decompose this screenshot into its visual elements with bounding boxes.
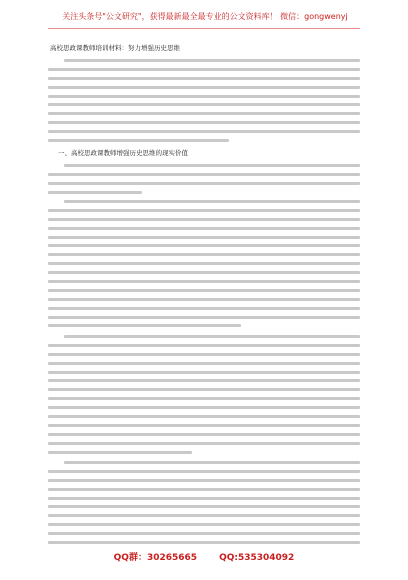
document-title: 高校思政课教师培训材料：努力增强历史思维: [50, 44, 180, 52]
section-1-paragraph-4: [48, 461, 360, 550]
footer-contact: [0, 551, 408, 565]
section-1-paragraph-2: [48, 200, 360, 333]
qq-number: QQ:535304092: [219, 553, 295, 563]
intro-paragraph: [48, 59, 360, 148]
promo-banner: 关注头条号"公文研究"，获得最新最全最专业的公文资料库！ 微信：gongwenyj: [62, 12, 348, 21]
section-heading-1: 一、高校思政课教师增强历史思维的现实价值: [58, 149, 188, 157]
banner-divider: [48, 28, 360, 29]
section-1-paragraph-3: [48, 335, 360, 459]
qq-group-number: QQ群：30265665: [113, 553, 198, 563]
section-1-paragraph-1: [48, 164, 360, 200]
